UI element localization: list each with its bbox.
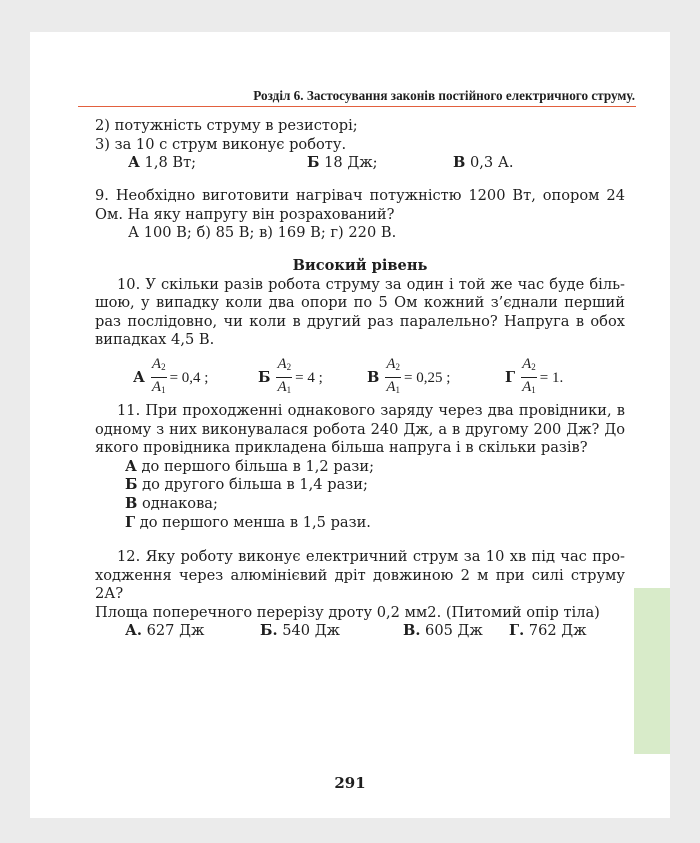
q11-text-line-3: якого провідника прикладена більша напруга і в скільки разів? <box>95 439 588 457</box>
chapter-color-tab <box>634 588 670 754</box>
q10-option-d: Г $\frac{A_2}{A_1}$ = 1. <box>505 356 563 400</box>
q12-answers <box>95 622 625 641</box>
q9-text-line-2: Ом. На яку напругу він розрахований? <box>95 205 395 223</box>
q10-option-b: Б $\frac{A_2}{A_1}$ = 4 ; <box>258 356 323 400</box>
page-content <box>95 117 625 641</box>
q11-answer-b: Б до другого більша в 1,4 рази; <box>125 476 368 494</box>
q10-text-line-3: раз послідовно, чи коли в другий раз паралельно? Напруга в обох <box>95 312 625 330</box>
chapter-header: Розділ 6. Застосування законів постійного електричного струму. <box>253 88 635 103</box>
page-number: 291 <box>334 774 366 792</box>
q11-answer-c: В однакова; <box>125 494 218 512</box>
fraction: $\frac{A_2}{A_1}$ <box>386 356 401 396</box>
q12-answer-c: В. 605 Дж <box>403 622 483 640</box>
q10-text-line-4: випадках 4,5 В. <box>95 331 215 349</box>
q12-answer-d: Г. 762 Дж <box>509 622 587 640</box>
q11-answer-d: Г до першого менша в 1,5 рази. <box>125 513 371 531</box>
q10-option-a: А $\frac{A_2}{A_1}$ = 0,4 ; <box>133 356 208 400</box>
q12-text-line-2: ходження через алюмінієвий дріт довжиною 2 м при силі струму 2А? <box>95 566 625 603</box>
q10-option-c: В $\frac{A_2}{A_1}$ = 0,25 ; <box>367 356 450 400</box>
q12-answer-a: А. 627 Дж <box>125 622 205 640</box>
fraction: $\frac{A_2}{A_1}$ <box>277 356 292 396</box>
textbook-page <box>30 32 670 818</box>
fraction: $\frac{A_2}{A_1}$ <box>522 356 536 396</box>
q12-answer-b: Б. 540 Дж <box>260 622 340 640</box>
q9-text-line-1: 9. Необхідно виготовити нагрівач потужністю 1200 Вт, опором 24 <box>95 187 625 205</box>
q10-options <box>95 356 625 400</box>
q10-text-line-2: шою, у випадку коли два опори по 5 Ом кожний з’єднали перший <box>95 294 625 312</box>
q8-answer-c: В 0,3 А. <box>453 154 514 172</box>
q8-answer-b: Б 18 Дж; <box>307 154 378 172</box>
section-title: Високий рівень <box>292 256 428 274</box>
q9-answers: А 100 В; б) 85 В; в) 169 В; г) 220 В. <box>128 224 397 242</box>
q11-answer-a: А до першого більша в 1,2 рази; <box>125 457 374 475</box>
q8-answers <box>95 154 625 173</box>
q12-text-line-1: 12. Яку роботу виконує електричний струм за 10 хв під час про- <box>117 548 625 566</box>
header-divider <box>78 106 636 107</box>
q10-text-line-1: 10. У скільки разів робота струму за один і той же час буде біль- <box>117 275 625 293</box>
q8-answer-a: А 1,8 Вт; <box>128 154 197 172</box>
fraction: $\frac{A_2}{A_1}$ <box>151 356 166 396</box>
q8-item-3: 3) за 10 с струм виконує роботу. <box>95 135 347 153</box>
q11-text-line-1: 11. При проходженні однакового заряду через два провідники, в <box>117 401 625 419</box>
q8-item-2: 2) потужність струму в резисторі; <box>95 117 358 134</box>
q12-text-line-3: Площа поперечного перерізу дроту 0,2 мм2. (Питомий опір тіла) <box>95 603 600 621</box>
q11-text-line-2: одному з них виконувалася робота 240 Дж, а в другому 200 Дж? До <box>95 420 625 438</box>
